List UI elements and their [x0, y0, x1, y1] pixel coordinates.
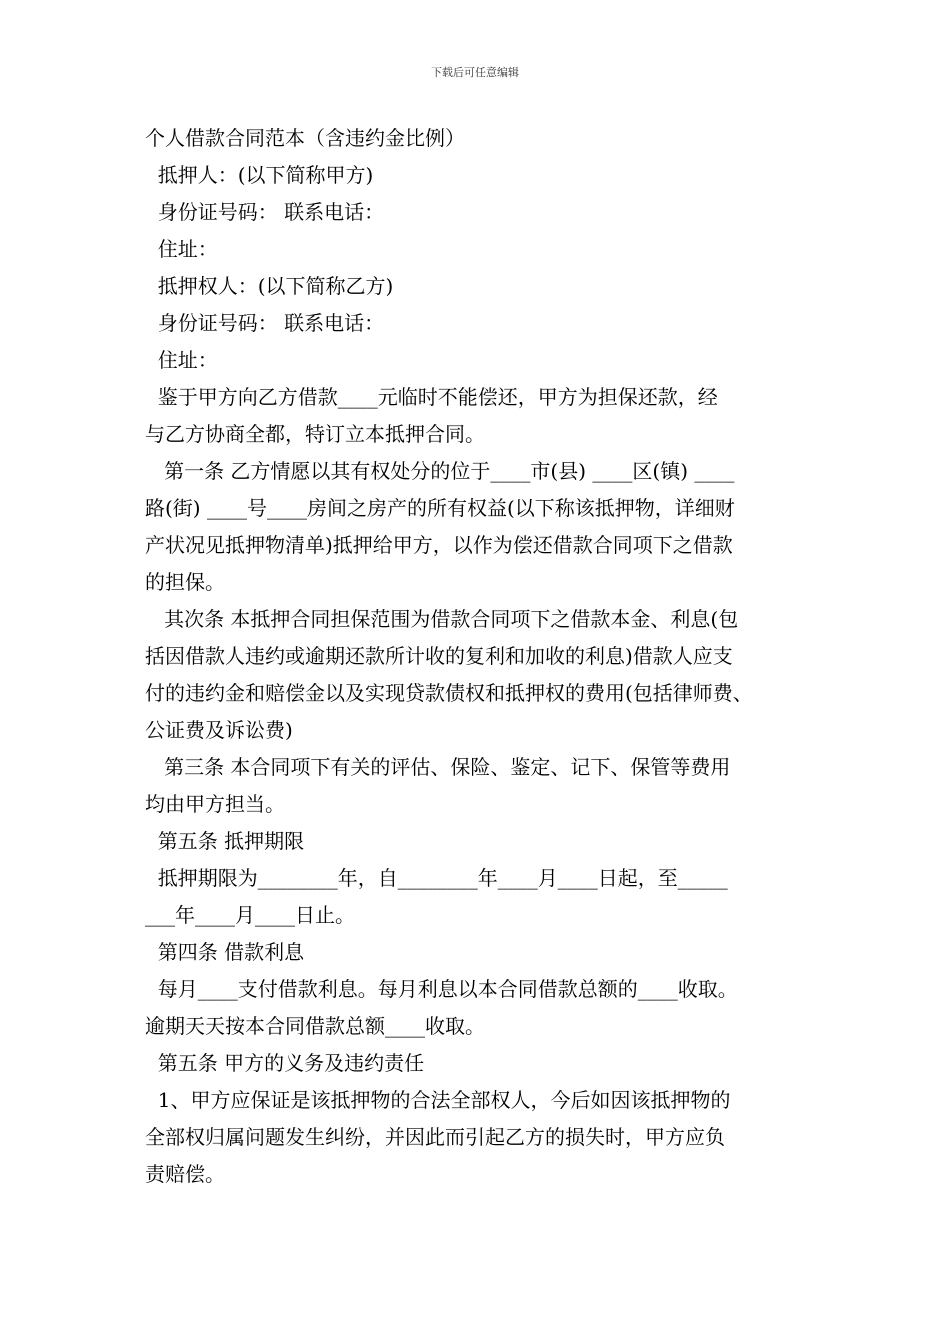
article-3-line: 第三条 本合同项下有关的评估、保险、鉴定、记下、保管等费用	[145, 755, 731, 779]
document-title: 个人借款合同范本（含违约金比例）	[145, 126, 465, 150]
party-b-id-phone: 身份证号码： 联系电话：	[145, 311, 385, 335]
article-1-line: 第一条 乙方情愿以其有权处分的位于____市(县) ____区(镇) ____	[145, 459, 735, 483]
preamble-line: 与乙方协商全都，特订立本抵押合同。	[145, 422, 485, 446]
party-a-line: 抵押人：(以下简称甲方)	[145, 163, 374, 187]
section-heading: 第五条 甲方的义务及违约责任	[145, 1051, 425, 1075]
section-heading: 第五条 抵押期限	[145, 829, 305, 853]
mortgage-term-line: 抵押期限为________年，自________年____月____日起，至_____	[145, 866, 728, 890]
interest-line: 逾期天天按本合同借款总额____收取。	[145, 1014, 485, 1038]
article-2-line: 公证费及诉讼费)	[145, 718, 293, 742]
party-a-address: 住址：	[145, 237, 218, 261]
article-3-line: 均由甲方担当。	[145, 792, 285, 816]
obligation-line: 责赔偿。	[145, 1162, 225, 1186]
article-1-line: 的担保。	[145, 570, 225, 594]
party-b-line: 抵押权人：(以下简称乙方)	[145, 274, 394, 298]
article-2-line: 付的违约金和赔偿金以及实现贷款债权和抵押权的费用(包括律师费、	[145, 681, 753, 705]
section-heading: 第四条 借款利息	[145, 940, 305, 964]
party-b-address: 住址：	[145, 348, 218, 372]
mortgage-term-line: ___年____月____日止。	[145, 903, 355, 927]
page-header-note: 下载后可任意编辑	[431, 66, 519, 79]
obligation-line: 全部权归属问题发生纠纷，并因此而引起乙方的损失时，甲方应负	[145, 1125, 725, 1149]
preamble-line: 鉴于甲方向乙方借款____元临时不能偿还，甲方为担保还款，经	[145, 385, 718, 409]
article-1-line: 路(街) ____号____房间之房产的所有权益(以下称该抵押物，详细财	[145, 496, 735, 520]
article-2-line: 括因借款人违约或逾期还款所计收的复利和加收的利息)借款人应支	[145, 644, 733, 668]
party-a-id-phone: 身份证号码： 联系电话：	[145, 200, 385, 224]
article-1-line: 产状况见抵押物清单)抵押给甲方，以作为偿还借款合同项下之借款	[145, 533, 733, 557]
contract-body	[145, 120, 825, 1193]
interest-line: 每月____支付借款利息。每月利息以本合同借款总额的____收取。	[145, 977, 738, 1001]
article-2-line: 其次条 本抵押合同担保范围为借款合同项下之借款本金、利息(包	[145, 607, 739, 631]
obligation-line: 1、甲方应保证是该抵押物的合法全部权人，今后如因该抵押物的	[145, 1088, 731, 1112]
